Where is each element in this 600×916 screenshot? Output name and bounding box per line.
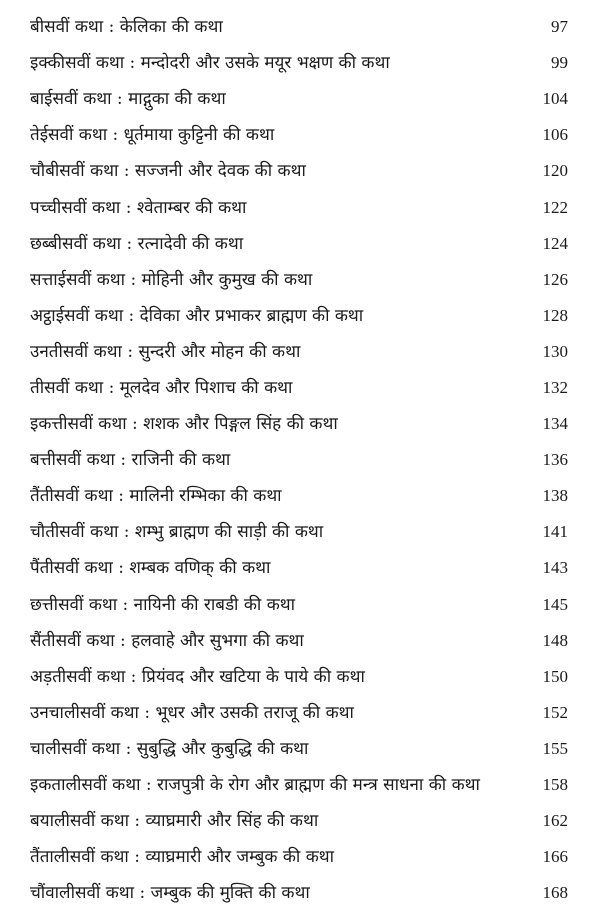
toc-entry [30,262,568,298]
toc-entry-title: बाईसवीं कथा : माद्गुका की कथा [30,89,226,110]
toc-entry-page-number: 138 [542,486,568,506]
toc-entry [30,298,568,334]
toc-entry [30,731,568,767]
toc-entry-title: बयालीसवीं कथा : व्याघ्रमारी और सिंह की कथा [30,811,319,832]
toc-entry [30,875,568,911]
toc-entry [30,81,568,117]
toc-entry [30,839,568,875]
toc-entry-page-number: 141 [542,522,568,542]
toc-entry [30,226,568,262]
toc-entry-title: तीसवीं कथा : मूलदेव और पिशाच की कथा [30,377,293,398]
toc-entry-title: छब्बीसवीं कथा : रत्नादेवी की कथा [30,233,244,254]
toc-entry-title: सत्ताईसवीं कथा : मोहिनी और कुमुख की कथा [30,269,313,290]
toc-entry-page-number: 128 [542,305,568,325]
toc-entry-page-number: 162 [542,811,568,831]
toc-entry-page-number: 145 [542,594,568,614]
toc-entry-title: तेईसवीं कथा : धूर्तमाया कुट्टिनी की कथा [30,125,275,146]
toc-entry-title: तैंतालीसवीं कथा : व्याघ्रमारी और जम्बुक की कथा [30,847,335,868]
toc-entry [30,659,568,695]
toc-entry [30,587,568,623]
toc-entry-page-number: 120 [542,161,568,181]
toc-entry-page-number: 106 [542,125,568,145]
toc-entry-title: उनतीसवीं कथा : सुन्दरी और मोहन की कथा [30,341,301,362]
toc-entry-page-number: 122 [542,197,568,217]
toc-entry-page-number: 99 [551,53,568,73]
toc-entry-page-number: 136 [542,450,568,470]
toc-entry-page-number: 158 [542,775,568,795]
toc-entry [30,442,568,478]
toc-entry-title: बत्तीसवीं कथा : राजिनी की कथा [30,450,231,471]
toc-entry-title: पैंतीसवीं कथा : शम्बक वणिक् की कथा [30,558,271,579]
toc-entry [30,45,568,81]
toc-entry [30,189,568,225]
table-of-contents [30,9,568,911]
toc-entry-page-number: 130 [542,341,568,361]
toc-entry-page-number: 143 [542,558,568,578]
toc-entry-title: सैंतीसवीं कथा : हलवाहे और सुभगा की कथा [30,630,304,651]
toc-entry-page-number: 155 [542,738,568,758]
toc-entry [30,695,568,731]
toc-entry-title: इकत्तीसवीं कथा : शशक और पिङ्गल सिंह की कथा [30,414,338,435]
toc-entry-page-number: 132 [542,377,568,397]
toc-entry [30,767,568,803]
toc-entry-title: चौतीसवीं कथा : शम्भु ब्राह्मण की साड़ी की कथा [30,522,324,543]
toc-entry [30,117,568,153]
toc-entry-title: चौबीसवीं कथा : सज्जनी और देवक की कथा [30,161,306,182]
toc-entry-page-number: 97 [551,17,568,37]
toc-entry [30,550,568,586]
toc-entry-title: इकतालीसवीं कथा : राजपुत्री के रोग और ब्राह्मण की मन्त्र साधना की कथा [30,775,480,796]
toc-entry-page-number: 126 [542,269,568,289]
toc-entry-title: उनचालीसवीं कथा : भूधर और उसकी तराजू की कथा [30,702,354,723]
toc-entry-title: बीसवीं कथा : केलिका की कथा [30,17,223,38]
toc-entry [30,803,568,839]
toc-entry-page-number: 150 [542,666,568,686]
toc-entry [30,623,568,659]
toc-entry-page-number: 166 [542,847,568,867]
toc-entry [30,478,568,514]
toc-entry [30,406,568,442]
toc-entry-title: अड़तीसवीं कथा : प्रियंवद और खटिया के पाये की कथा [30,666,365,687]
toc-entry-page-number: 152 [542,702,568,722]
toc-entry [30,370,568,406]
toc-entry-title: इक्कीसवीं कथा : मन्दोदरी और उसके मयूर भक्षण की कथा [30,53,390,74]
toc-entry-page-number: 124 [542,233,568,253]
toc-entry [30,153,568,189]
toc-entry [30,514,568,550]
toc-entry-title: पच्चीसवीं कथा : श्वेताम्बर की कथा [30,197,247,218]
toc-entry [30,334,568,370]
toc-entry-page-number: 134 [542,414,568,434]
toc-entry-title: चौंवालीसवीं कथा : जम्बुक की मुक्ति की कथा [30,883,310,904]
toc-entry-title: तैंतीसवीं कथा : मालिनी रम्भिका की कथा [30,486,282,507]
toc-entry-title: चालीसवीं कथा : सुबुद्धि और कुबुद्धि की कथा [30,738,309,759]
toc-entry [30,9,568,45]
toc-entry-page-number: 148 [542,630,568,650]
toc-entry-title: छत्तीसवीं कथा : नायिनी की राबडी की कथा [30,594,296,615]
toc-entry-page-number: 168 [542,883,568,903]
toc-entry-page-number: 104 [542,89,568,109]
toc-entry-title: अट्ठाईसवीं कथा : देविका और प्रभाकर ब्राह्मण की कथा [30,305,364,326]
